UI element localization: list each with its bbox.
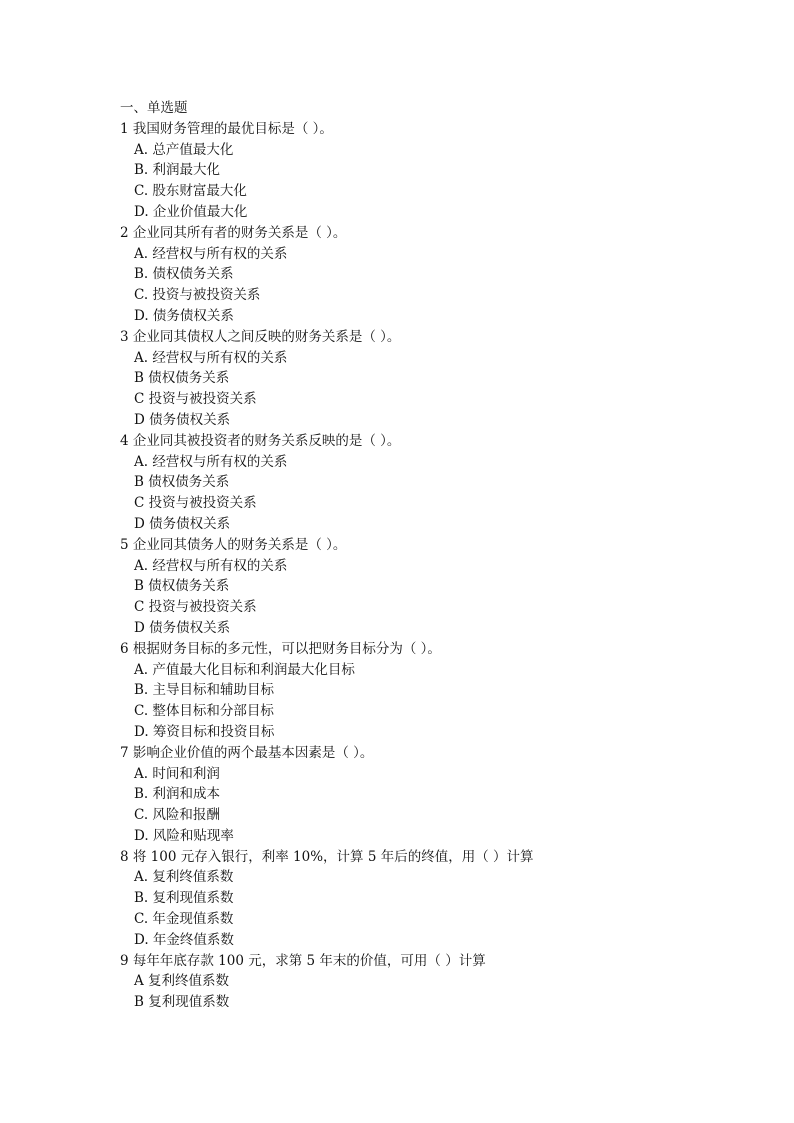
option: B 债权债务关系 (134, 370, 230, 387)
option: C. 股东财富最大化 (134, 183, 247, 200)
option: A. 时间和利润 (134, 765, 220, 782)
question-stem: 6 根据财务目标的多元性，可以把财务目标分为（ ）。 (120, 640, 441, 657)
option: C. 整体目标和分部目标 (134, 703, 274, 720)
option: D. 风险和贴现率 (134, 827, 234, 844)
option: A. 产值最大化目标和利润最大化目标 (134, 661, 355, 678)
section-title: 一、单选题 (120, 100, 188, 116)
option: D. 债务债权关系 (134, 307, 234, 324)
option: C 投资与被投资关系 (134, 391, 257, 408)
question-stem: 1 我国财务管理的最优目标是（ ）。 (120, 120, 333, 137)
option: A. 复利终值系数 (134, 869, 234, 886)
option: B. 复利现值系数 (134, 890, 234, 907)
option: C 投资与被投资关系 (134, 599, 257, 616)
option: A. 经营权与所有权的关系 (134, 245, 288, 262)
option: B. 利润和成本 (134, 786, 221, 803)
option: B. 债权债务关系 (134, 266, 234, 283)
question-stem: 3 企业同其债权人之间反映的财务关系是（ ）。 (120, 328, 401, 345)
option: D 债务债权关系 (134, 515, 231, 532)
option: C. 风险和报酬 (134, 807, 220, 824)
option: B. 利润最大化 (134, 162, 221, 179)
question-stem: 9 每年年底存款 100 元，求第 5 年末的价值，可用（ ）计算 (120, 952, 486, 969)
question-stem: 8 将 100 元存入银行，利率 10%，计算 5 年后的终值，用（ ）计算 (120, 848, 534, 865)
option: D 债务债权关系 (134, 411, 231, 428)
option: B 债权债务关系 (134, 474, 230, 491)
option: D. 筹资目标和投资目标 (134, 723, 275, 740)
option: C 投资与被投资关系 (134, 495, 257, 512)
question-stem: 2 企业同其所有者的财务关系是（ ）。 (120, 224, 347, 241)
option: A. 总产值最大化 (134, 141, 234, 158)
option: C. 年金现值系数 (134, 911, 234, 928)
question-list (120, 98, 720, 1013)
option: B. 主导目标和辅助目标 (134, 682, 275, 699)
option: A. 经营权与所有权的关系 (134, 349, 288, 366)
question-stem: 7 影响企业价值的两个最基本因素是（ ）。 (120, 744, 374, 761)
option: D 债务债权关系 (134, 619, 231, 636)
option: C. 投资与被投资关系 (134, 287, 261, 304)
option: B 复利现值系数 (134, 994, 230, 1011)
option: A. 经营权与所有权的关系 (134, 557, 288, 574)
option: A. 经营权与所有权的关系 (134, 453, 288, 470)
option: A 复利终值系数 (134, 973, 230, 990)
question-stem: 5 企业同其债务人的财务关系是（ ）。 (120, 536, 347, 553)
question-stem: 4 企业同其被投资者的财务关系反映的是（ ）。 (120, 432, 401, 449)
option: B 债权债务关系 (134, 578, 230, 595)
option: D. 企业价值最大化 (134, 203, 248, 220)
option: D. 年金终值系数 (134, 931, 234, 948)
